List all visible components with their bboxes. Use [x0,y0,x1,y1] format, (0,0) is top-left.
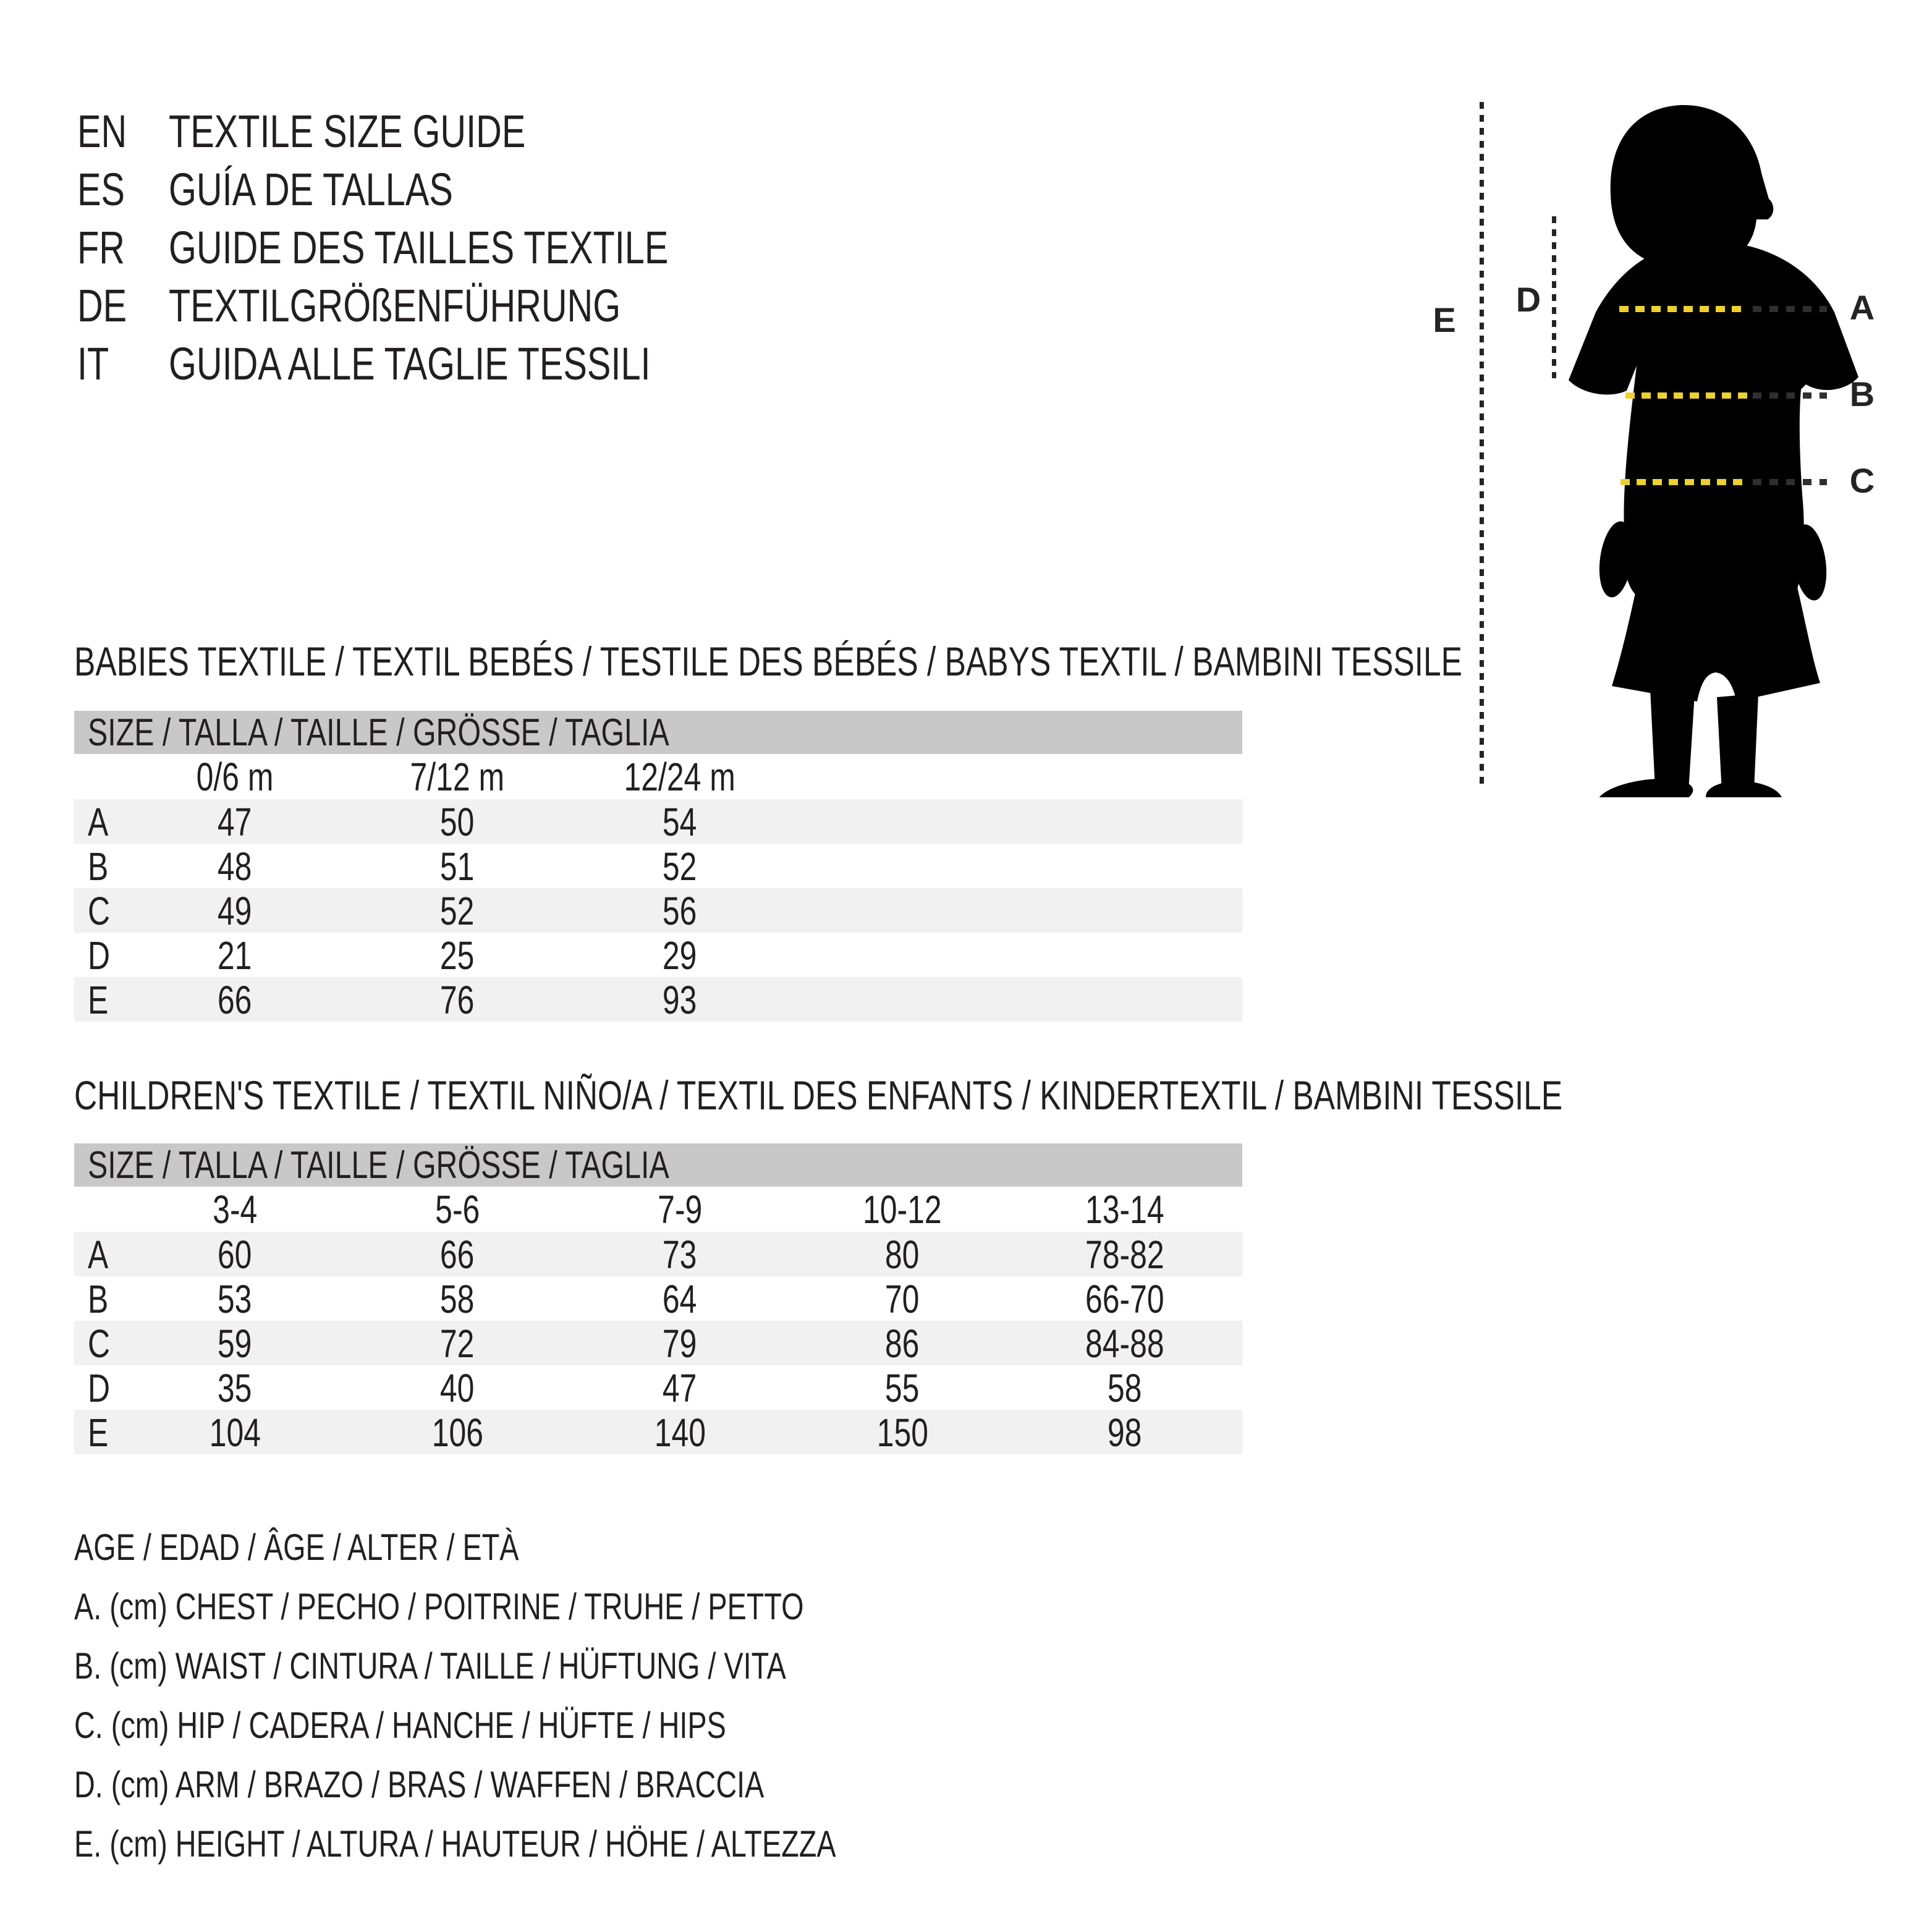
cell-value: 47 [663,1366,697,1410]
lang-title-es: GUÍA DE TALLAS [169,163,453,215]
legend-height: E. (cm) HEIGHT / ALTURA / HAUTEUR / HÖHE / ALTEZZA [74,1823,836,1865]
lang-row-fr [77,218,809,276]
measurement-legend [74,1517,1051,1873]
lang-title-de: TEXTILGRÖßENFÜHRUNG [169,279,621,331]
hip-dash-dark [1753,479,1827,485]
hip-dash-yellow [1621,479,1747,485]
lang-row-es [77,160,809,218]
lang-title-it: GUIDA ALLE TAGLIE TESSILI [169,337,651,389]
cell-value: 48 [218,844,252,889]
children-col-13-14: 13-14 [1085,1187,1164,1232]
legend-hip: C. (cm) HIP / CADERA / HANCHE / HÜFTE / HIPS [74,1704,726,1746]
cell-value: 52 [440,889,475,933]
row-label: A [88,800,109,844]
children-column-header-row [74,1187,1242,1232]
cell-value: 79 [663,1321,697,1366]
lang-row-de [77,276,809,334]
legend-chest: A. (cm) CHEST / PECHO / POITRINE / TRUHE / PETTO [74,1585,804,1627]
babies-col-0-6m: 0/6 m [196,755,274,799]
cell-value: 54 [663,800,697,844]
cell-value: 50 [440,800,475,844]
row-label: D [88,1366,111,1410]
lang-title-fr: GUIDE DES TAILLES TEXTILE [169,221,669,273]
cell-value: 66-70 [1085,1277,1164,1321]
table-row [74,888,1242,933]
cell-value: 40 [440,1366,475,1410]
cell-value: 21 [218,933,252,978]
children-col-7-9: 7-9 [657,1187,703,1232]
lang-code-it: IT [77,337,109,389]
row-label: A [88,1232,109,1277]
figure-label-hip: C [1849,461,1875,500]
row-label: D [88,933,111,978]
cell-value: 35 [218,1366,252,1410]
row-label: E [88,1410,109,1455]
cell-value: 70 [885,1277,920,1321]
table-row [74,933,1242,977]
cell-value: 78-82 [1085,1232,1164,1277]
cell-value: 98 [1108,1410,1142,1455]
children-col-10-12: 10-12 [863,1187,942,1232]
lang-code-en: EN [77,105,127,157]
cell-value: 59 [218,1321,252,1366]
table-row [74,977,1242,1022]
child-silhouette-icon [1557,99,1866,797]
cell-value: 49 [218,889,252,933]
legend-arm: D. (cm) ARM / BRAZO / BRAS / WAFFEN / BRACCIA [74,1763,765,1805]
babies-col-7-12m: 7/12 m [410,755,505,799]
waist-dash-yellow [1625,392,1752,399]
cell-value: 64 [663,1277,697,1321]
measurement-diagram [1391,87,1932,803]
children-section-heading: CHILDREN'S TEXTILE / TEXTIL NIÑO/A / TEXTIL DES ENFANTS / KINDERTEXTIL / BAMBINI TESSILE [74,1072,1563,1118]
row-label: B [88,844,109,889]
children-size-header-bar: SIZE / TALLA / TAILLE / GRÖSSE / TAGLIA [74,1143,1242,1187]
cell-value: 140 [654,1410,706,1455]
lang-row-en [77,102,809,160]
cell-value: 66 [218,978,252,1022]
lang-code-de: DE [77,279,127,331]
table-row [74,844,1242,888]
cell-value: 66 [440,1232,475,1277]
chest-dash-dark [1753,306,1827,312]
cell-value: 53 [218,1277,252,1321]
row-label: C [88,889,111,933]
waist-dash-dark [1753,392,1827,399]
babies-section-heading: BABIES TEXTILE / TEXTIL BEBÉS / TESTILE DES BÉBÉS / BABYS TEXTIL / BAMBINI TESSILE [74,638,1462,684]
lang-row-it [77,334,809,392]
figure-label-waist: B [1849,375,1875,413]
chest-dash-yellow [1619,306,1746,312]
cell-value: 150 [876,1410,928,1455]
cell-value: 104 [209,1410,261,1455]
cell-value: 29 [663,933,697,978]
figure-label-chest: A [1849,288,1875,327]
lang-code-fr: FR [77,221,125,273]
arm-measure-line [1552,216,1556,378]
cell-value: 106 [431,1410,483,1455]
cell-value: 55 [885,1366,920,1410]
table-row [74,1232,1242,1276]
language-title-block [77,102,809,392]
cell-value: 86 [885,1321,920,1366]
table-row [74,1365,1242,1410]
legend-waist: B. (cm) WAIST / CINTURA / TAILLE / HÜFTUNG / VITA [74,1645,786,1687]
cell-value: 60 [218,1232,252,1277]
row-label: E [88,978,109,1022]
cell-value: 72 [440,1321,475,1366]
table-row [74,1321,1242,1365]
row-label: C [88,1321,111,1366]
cell-value: 93 [663,978,697,1022]
figure-label-arm: D [1515,280,1541,319]
figure-label-height: E [1433,300,1456,339]
cell-value: 58 [440,1277,475,1321]
cell-value: 56 [663,889,697,933]
babies-size-header-bar: SIZE / TALLA / TAILLE / GRÖSSE / TAGLIA [74,711,1242,754]
table-row [74,1276,1242,1321]
cell-value: 76 [440,978,475,1022]
cell-value: 47 [218,800,252,844]
legend-age: AGE / EDAD / ÂGE / ALTER / ETÀ [74,1526,519,1568]
children-col-5-6: 5-6 [434,1187,480,1232]
cell-value: 58 [1108,1366,1142,1410]
table-row [74,799,1242,844]
row-label: B [88,1277,109,1321]
cell-value: 51 [440,844,475,889]
table-row [74,1410,1242,1454]
cell-value: 52 [663,844,697,889]
babies-size-table [74,711,1242,1022]
children-col-3-4: 3-4 [212,1187,258,1232]
cell-value: 25 [440,933,475,978]
lang-code-es: ES [77,163,125,215]
babies-col-12-24m: 12/24 m [624,755,736,799]
cell-value: 73 [663,1232,697,1277]
children-size-table [74,1143,1242,1454]
cell-value: 80 [885,1232,920,1277]
lang-title-en: TEXTILE SIZE GUIDE [169,105,526,157]
cell-value: 84-88 [1085,1321,1164,1366]
babies-column-header-row [74,754,1242,799]
